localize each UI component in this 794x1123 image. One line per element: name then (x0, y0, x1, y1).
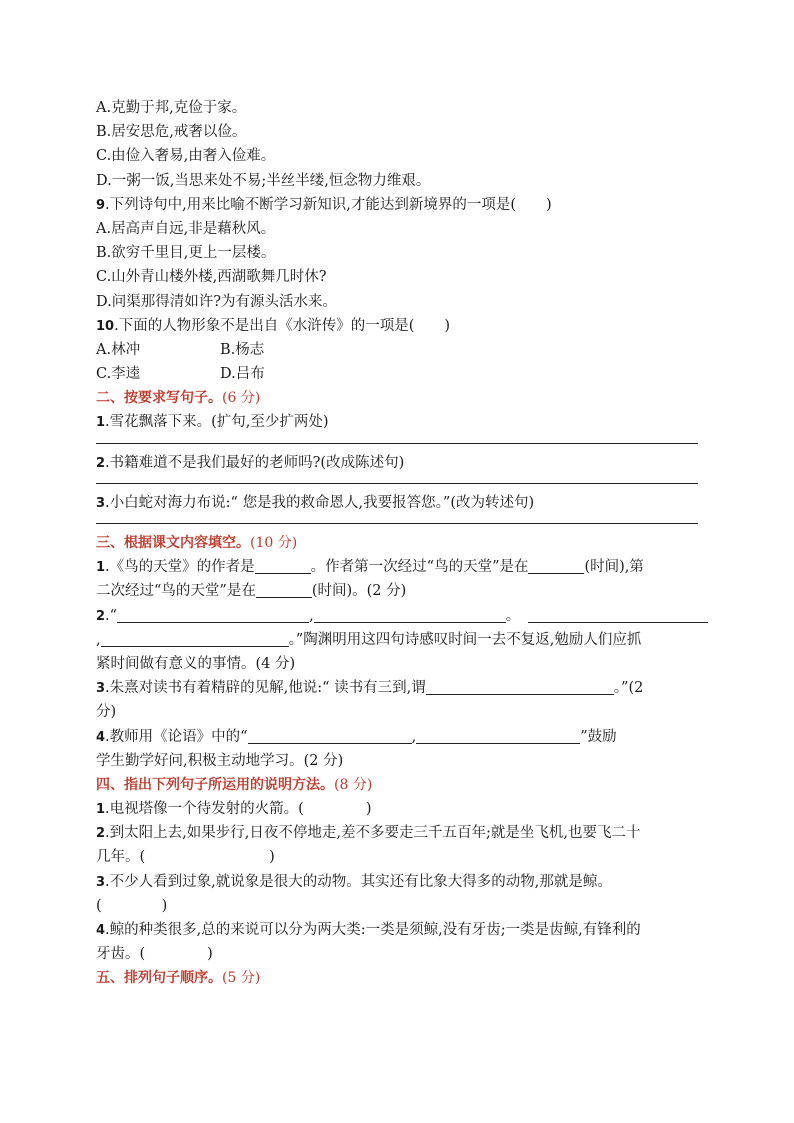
s4-question-4-line-2 (96, 942, 698, 966)
s3-q4-blank-2[interactable] (416, 727, 580, 744)
s4-q2-text-cont: 几年。( (96, 849, 146, 866)
section-4-points: (8 分) (334, 776, 373, 793)
s3-question-3-line-1 (96, 676, 698, 700)
s4-question-4-line-1 (96, 918, 698, 942)
s3-question-1-line-2 (96, 579, 698, 603)
section-4-heading (96, 773, 698, 797)
s3-q1-blank-author[interactable] (255, 557, 311, 574)
s2-q3-answer-line[interactable] (96, 515, 698, 524)
s3-q4-blank-1[interactable] (248, 727, 412, 744)
s3-question-1-line-1 (96, 555, 698, 579)
s3-question-3-line-2: 分) (96, 704, 117, 721)
s2-question-3 (96, 491, 698, 515)
q10-option-b: B.杨志 (220, 341, 265, 358)
q10-option-a: A.林冲 (96, 341, 141, 358)
s4-q1-text: .电视塔像一个待发射的火箭。( (105, 801, 304, 818)
q8-option-d: D.一粥一饭,当思来处不易;半丝半缕,恒念物力维艰。 (96, 172, 431, 189)
s3-question-2-line-1 (96, 604, 698, 628)
s3-q2-text-1: .“ (105, 607, 118, 624)
s4-q4-text: .鲸的种类很多,总的来说可以分为两大类:一类是须鲸,没有牙齿;一类是齿鲸,有锋利的 (105, 922, 641, 938)
exam-content (96, 96, 698, 991)
q9-option-a: A.居高声自远,非是藉秋风。 (96, 220, 276, 237)
s4-q2-text: .到太阳上去,如果步行,日夜不停地走,差不多要走三千五百年;就是坐飞机,也要飞二十 (105, 825, 641, 842)
section-5-heading (96, 966, 698, 990)
s3-q2-blank-2[interactable] (314, 606, 506, 623)
section-5-title: 五、排列句子顺序。 (96, 970, 222, 987)
s2-q2-answer-line[interactable] (96, 475, 698, 484)
section-5-points: (5 分) (222, 970, 261, 987)
q10-options-row-1 (96, 338, 698, 362)
s4-q3-open-paren: ( (96, 897, 102, 914)
s2-q3-text: .小白蛇对海力布说:“ 您是我的救命恩人,我要报答您。”(改为转述句) (105, 494, 535, 511)
s2-q3-number: 3 (96, 495, 106, 511)
s4-q4-close-paren: ) (207, 946, 213, 963)
q10-option-d: D.吕布 (220, 366, 265, 383)
s3-q2-number: 2 (96, 608, 106, 624)
s3-q1-text-2: 。作者第一次经过“鸟的天堂”是在 (310, 559, 529, 576)
q9-option-b: B.欲穷千里目,更上一层楼。 (96, 245, 276, 262)
s3-question-2-line-3: 紧时间做有意义的事情。(4 分) (96, 655, 296, 672)
s4-question-1 (96, 797, 698, 821)
section-4-title: 四、指出下列句子所运用的说明方法。 (96, 776, 334, 793)
s4-q2-number: 2 (96, 826, 106, 842)
s3-q1-number: 1 (96, 560, 106, 576)
section-2-points: (6 分) (222, 390, 261, 407)
s3-q3-text-2: 。”(2 (613, 680, 644, 697)
s4-q1-close-paren: ) (365, 801, 372, 818)
section-3-heading (96, 531, 698, 555)
s2-q1-number: 1 (96, 415, 106, 431)
s4-question-2-line-1 (96, 821, 698, 845)
q10-stem-text: .下面的人物形象不是出自《水浒传》的一项是( (114, 317, 415, 334)
s4-q4-number: 4 (96, 923, 106, 938)
q10-stem (96, 314, 698, 338)
q8-option-b: B.居安思危,戒奢以俭。 (96, 124, 247, 141)
s4-q4-text-cont: 牙齿。( (96, 946, 146, 963)
q8-option-c: C.由俭入奢易,由奢入俭难。 (96, 148, 276, 165)
s4-q3-text: .不少人看到过象,就说象是很大的动物。其实还有比象大得多的动物,那就是鲸。 (105, 873, 612, 890)
section-3-title: 三、根据课文内容填空。 (96, 535, 250, 551)
s3-q2-blank-1[interactable] (117, 606, 309, 623)
s3-question-4-line-2: 学生勤学好问,积极主动地学习。(2 分) (96, 752, 344, 769)
s2-q2-text: .书籍难道不是我们最好的老师吗?(改成陈述句) (105, 454, 405, 471)
s3-q1-text-3: (时间),第 (584, 559, 644, 576)
q10-close-paren: ) (444, 317, 451, 334)
s4-q1-number: 1 (96, 802, 106, 818)
s3-q3-text-1: .朱熹对读书有着精辟的见解,他说:“ 读书有三到,谓 (105, 680, 426, 697)
section-2-heading (96, 386, 698, 410)
q10-option-c: C.李逵 (96, 366, 141, 383)
s3-q4-number: 4 (96, 729, 106, 745)
s2-question-1 (96, 410, 698, 434)
q9-stem-text: .下列诗句中,用来比喻不断学习新知识,才能达到新境界的一项是( (105, 196, 517, 213)
s3-q1-text-4: 二次经过“鸟的天堂”是在 (96, 583, 256, 600)
s3-q2-text-3: 。 (505, 607, 521, 624)
s3-q2-blank-3[interactable] (528, 606, 708, 623)
s3-q4-text-2: , (411, 728, 417, 745)
section-2-title: 二、按要求写句子。 (96, 390, 222, 407)
q9-number: 9 (96, 197, 106, 213)
q8-option-a: A.克勤于邦,克俭于家。 (96, 100, 247, 116)
q9-option-c: C.山外青山楼外楼,西湖歌舞几时休? (96, 269, 327, 286)
s3-q1-text-1: .《鸟的天堂》的作者是 (105, 559, 255, 576)
s3-q2-blank-4[interactable] (101, 630, 289, 647)
s3-q1-blank-time-1[interactable] (528, 557, 584, 574)
q9-stem (96, 193, 698, 217)
s3-q3-blank[interactable] (426, 678, 614, 695)
q9-close-paren: ) (546, 196, 552, 213)
s4-q3-number: 3 (96, 874, 106, 890)
s3-q2-text-2: , (309, 607, 314, 624)
s4-question-2-line-2 (96, 845, 698, 869)
s2-q1-text: .雪花飘落下来。(扩句,至少扩两处) (105, 414, 329, 431)
s4-question-3-line-1 (96, 870, 698, 894)
s3-question-2-line-2 (96, 628, 698, 652)
s4-question-3-line-2 (96, 894, 698, 918)
s3-q4-text-1: .教师用《论语》中的“ (105, 728, 248, 745)
s3-q2-text-4: , (96, 631, 101, 648)
section-3-points: (10 分) (250, 535, 298, 551)
s3-q1-text-5: (时间)。(2 分) (311, 583, 407, 600)
q10-options-row-2 (96, 362, 698, 386)
s2-q2-number: 2 (96, 455, 106, 471)
s4-q3-close-paren: ) (161, 897, 168, 914)
s3-q2-text-5: 。”陶渊明用这四句诗感叹时间一去不复返,勉励人们应抓 (288, 631, 642, 648)
s3-q4-text-3: ”鼓励 (580, 728, 617, 745)
q10-number: 10 (96, 318, 115, 334)
s2-question-2 (96, 451, 698, 475)
q9-option-d: D.问渠那得清如许?为有源头活水来。 (96, 293, 337, 310)
s2-q1-answer-line[interactable] (96, 435, 698, 444)
s4-q2-close-paren: ) (269, 849, 275, 866)
s3-q3-number: 3 (96, 681, 106, 697)
s3-q1-blank-time-2[interactable] (256, 581, 312, 598)
s3-question-4-line-1 (96, 725, 698, 749)
